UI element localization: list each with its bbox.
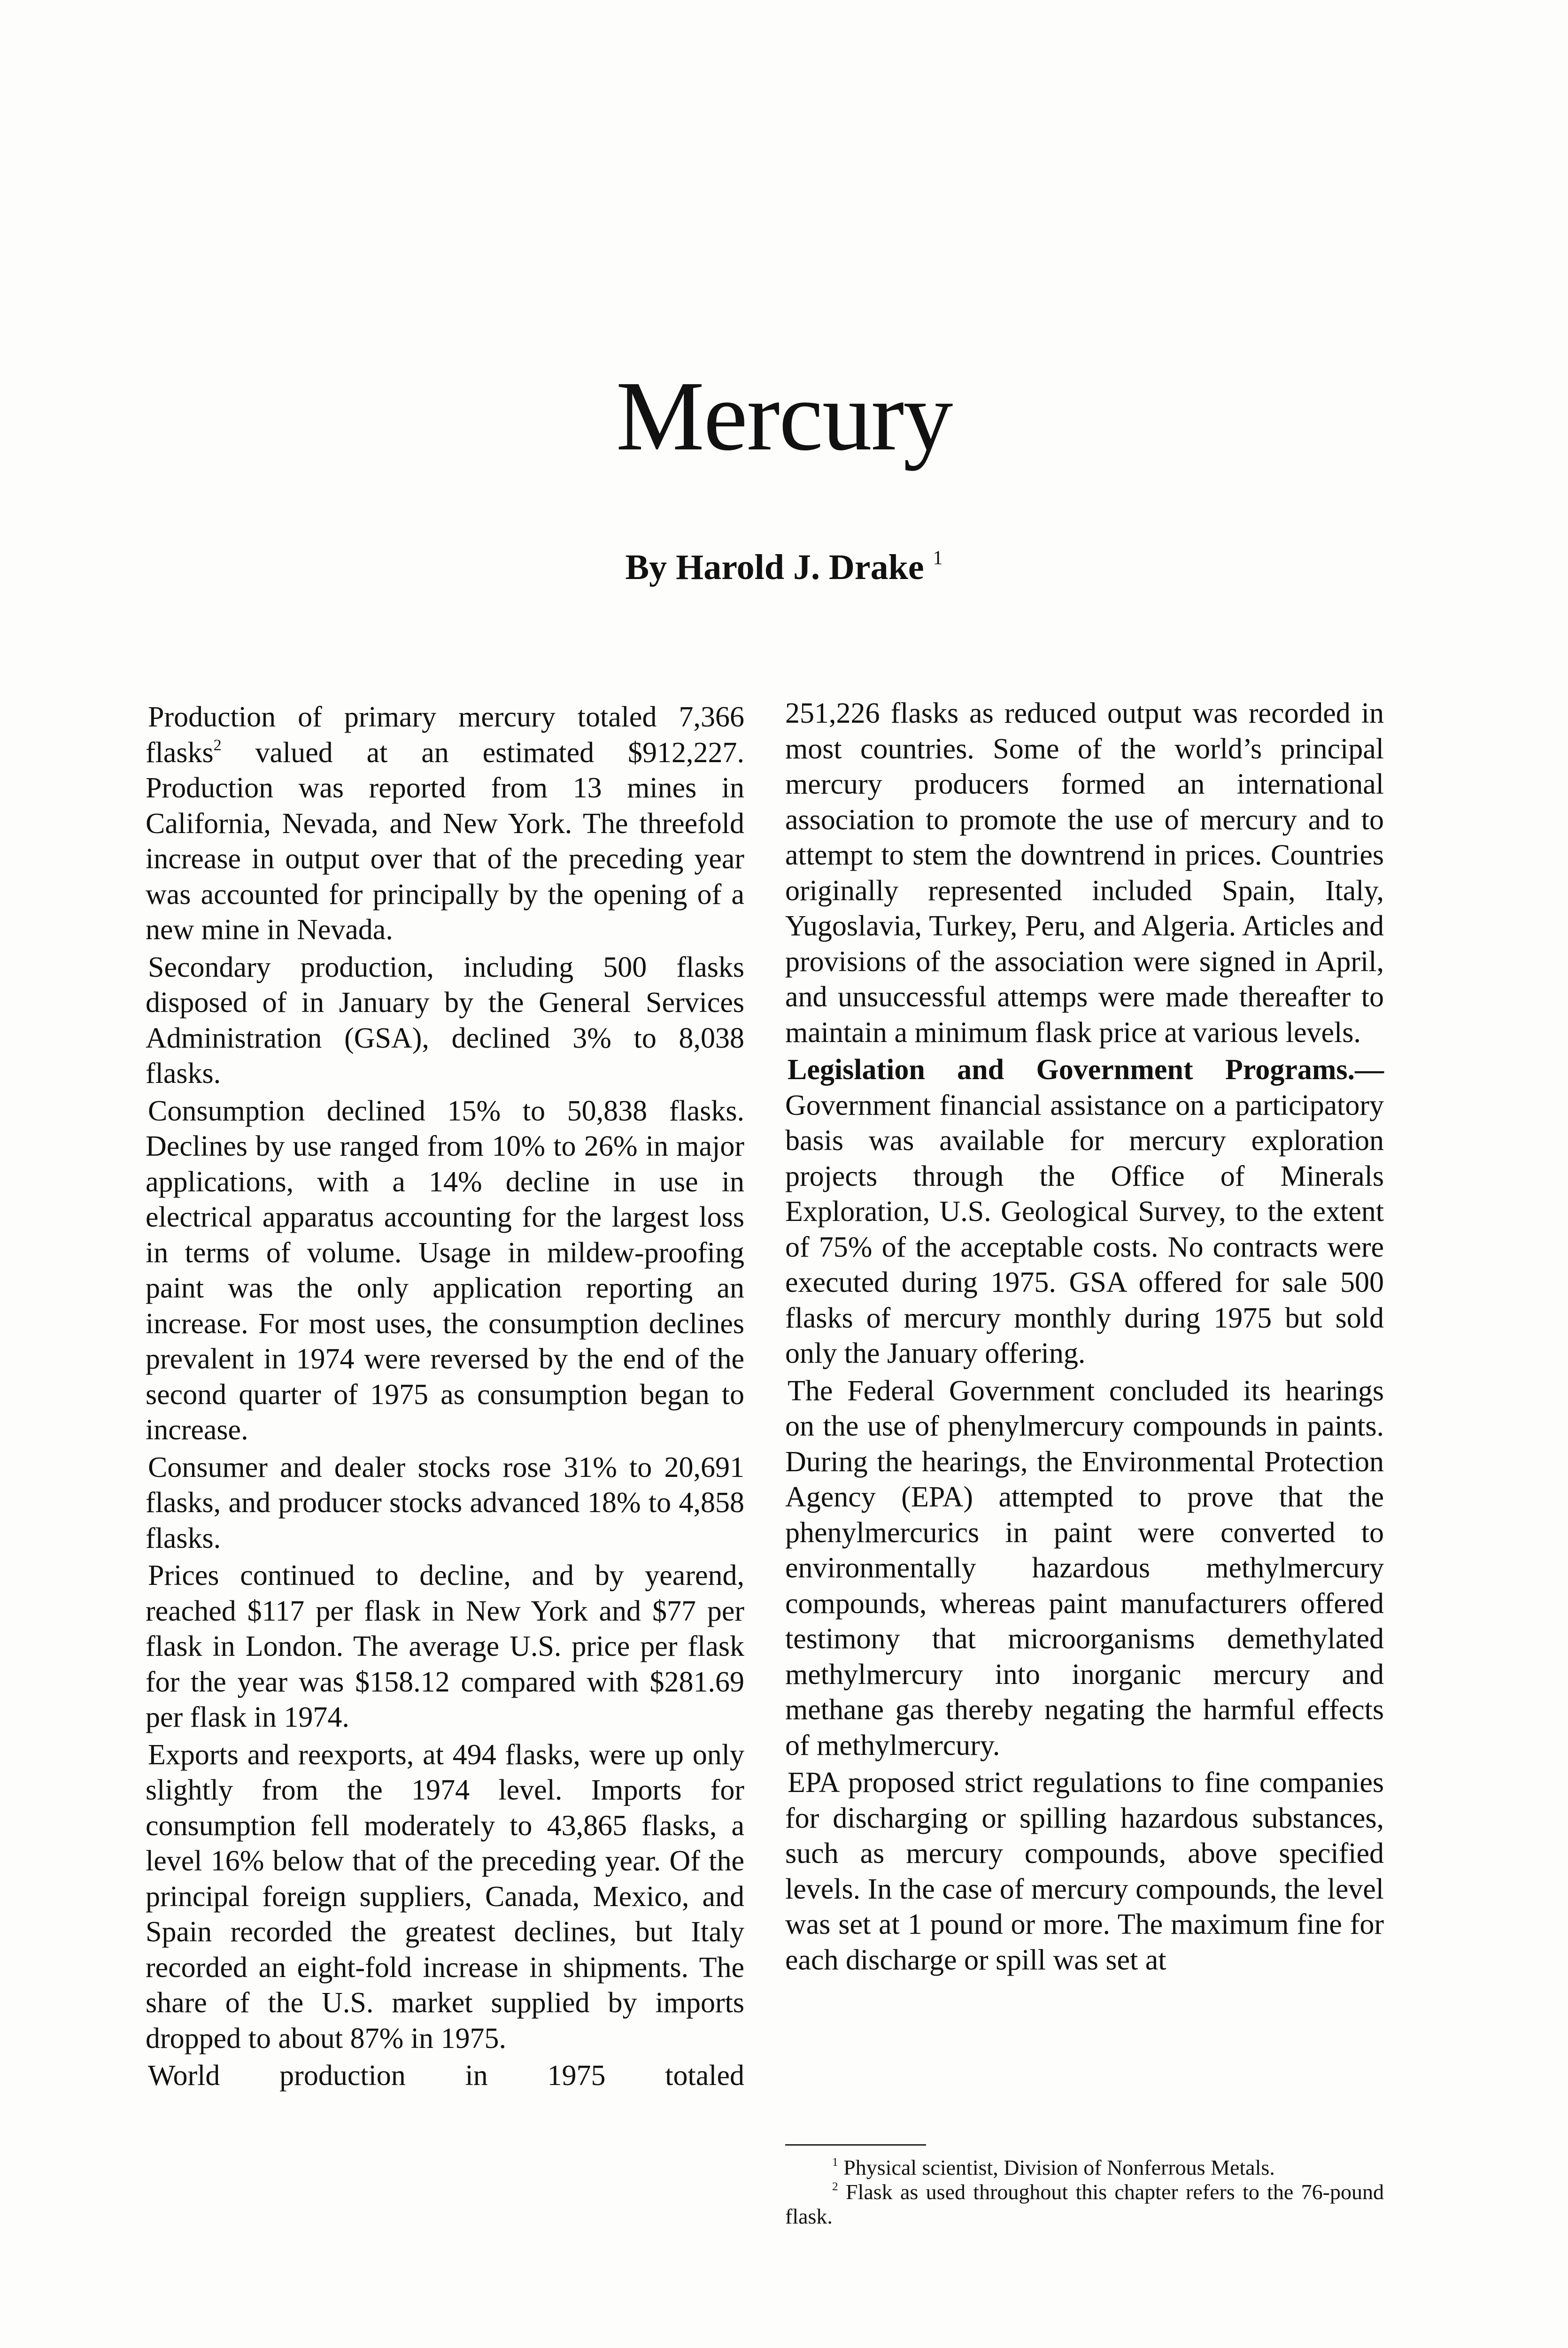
- paragraph-legislation: [785, 1052, 1384, 1372]
- paragraph-text: Government financial assistance on a participatory basis was available for mercury exploration projects through the Office of Minerals Exploration, U.S. Geological Survey, to the extent of 75% of the acceptable costs. No contracts were executed during 1975. GSA offered for sale 500 flasks of mercury monthly during 1975 but sold only the January offering.: [785, 1089, 1384, 1369]
- paragraph-world-production: World production in 1975 totaled: [148, 2060, 744, 2092]
- paragraph-stocks: Consumer and dealer stocks rose 31% to 20,691 flasks, and producer stocks advanced 18% to 4,858 flasks.: [146, 1451, 744, 1554]
- section-heading-legislation: Legislation and Government Programs.—: [788, 1054, 1384, 1086]
- article-title: Mercury: [616, 361, 952, 471]
- footnote-divider: [785, 2144, 926, 2146]
- paragraph-trade: Exports and reexports, at 494 flasks, were up only slightly from the 1974 level. Imports for consumption fell moderately to 43,865 flasks, a level 16% below that of the preceding year. Of the principal foreign suppliers, Canada, Mexico, and Spain recorded the greatest declines, but Italy recorded an eight-fold increase in shipments. The share of the U.S. market supplied by imports dropped to about 87% in 1975.: [146, 1738, 744, 2054]
- paragraph-text: Production of primary mercury totaled 7,366 flasks: [146, 701, 744, 769]
- footnote-text: Physical scientist, Division of Nonferrous Metals.: [843, 2155, 1275, 2179]
- footnotes: [785, 2155, 1384, 2229]
- paragraph-production: [146, 700, 744, 948]
- paragraph-consumption: Consumption declined 15% to 50,838 flasks. Declines by use ranged from 10% to 26% in major applications, with a 14% decline in use in electrical apparatus accounting for the largest loss in terms of volume. Usage in mildew-proofing paint was the only application reporting an increase. For most uses, the consumption declines prevalent in 1974 were reversed by the end of the second quarter of 1975 as consumption began to increase.: [146, 1095, 744, 1446]
- paragraph-text: valued at an estimated $912,227. Production was reported from 13 mines in California, Nevada, and New York. The threefold increase in output over that of the preceding year was accounted for principally by the opening of a new mine in Nevada.: [146, 736, 744, 946]
- footnote-1: [785, 2155, 1384, 2180]
- left-column: [146, 700, 744, 2094]
- footnote-text: Flask as used throughout this chapter refers to the 76-pound flask.: [785, 2180, 1384, 2228]
- footnote-ref-2[interactable]: 2: [213, 736, 222, 754]
- footnote-marker: 2: [832, 2180, 838, 2194]
- footnote-2: [785, 2180, 1384, 2229]
- paragraph-hearings: The Federal Government concluded its hearings on the use of phenylmercury compounds in paints. During the hearings, the Environmental Protection Agency (EPA) attempted to prove that the phenylmercurics in paint were converted to environmentally hazardous methylmercury compounds, whereas paint manufacturers offered testimony that microorganisms demethylated methylmercury into inorganic mercury and methane gas thereby negating the harmful effects of methylmercury.: [785, 1375, 1384, 1761]
- right-column: [785, 696, 1384, 1978]
- paragraph-epa-regulations: EPA proposed strict regulations to fine companies for discharging or spilling hazardous substances, such as mercury compounds, above specified levels. In the case of mercury compounds, the level was set at 1 pound or more. The maximum fine for each discharge or spill was set at: [785, 1767, 1384, 1976]
- author-name: By Harold J. Drake: [625, 548, 924, 587]
- paragraph-prices: Prices continued to decline, and by yearend, reached $117 per flask in New York and $77 per flask in London. The average U.S. price per flask for the year was $158.12 compared with $281.69 per flask in 1974.: [146, 1560, 744, 1733]
- paragraph-world-production-continued: 251,226 flasks as reduced output was recorded in most countries. Some of the world’s principal mercury producers formed an international association to promote the use of mercury and to attempt to stem the downtrend in prices. Countries originally represented included Spain, Italy, Yugoslavia, Turkey, Peru, and Algeria. Articles and provisions of the association were signed in April, and unsuccessful attemps were made thereafter to maintain a minimum flask price at various levels.: [785, 697, 1384, 1049]
- footnote-marker: 1: [832, 2155, 838, 2169]
- byline: [0, 549, 1568, 585]
- paragraph-secondary-production: Secondary production, including 500 flasks disposed of in January by the General Services Administration (GSA), declined 3% to 8,038 flasks.: [146, 951, 744, 1089]
- footnote-ref-1[interactable]: 1: [933, 547, 943, 569]
